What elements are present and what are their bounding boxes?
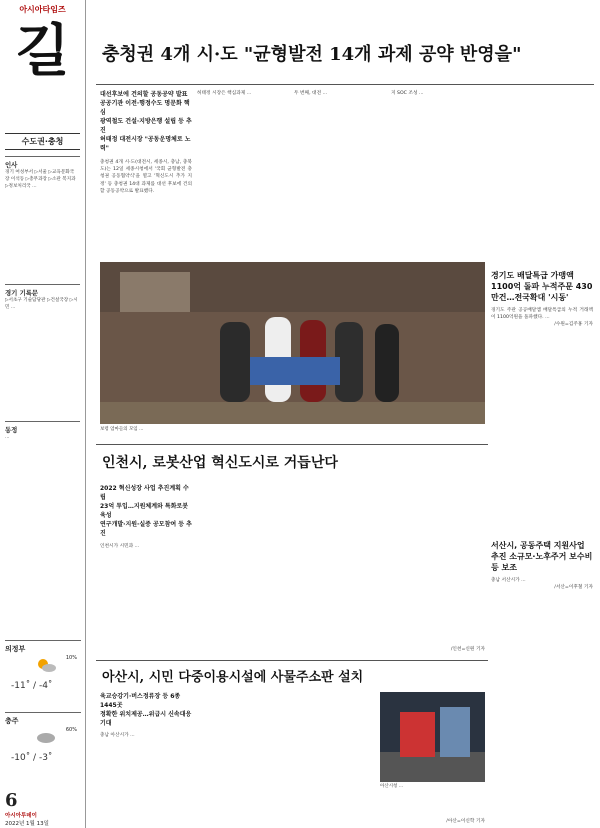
sidebar-block-title: 경기 기록문	[5, 284, 80, 297]
article1-subhead: 광역철도 건설·지방은행 설립 등 추진	[100, 118, 192, 134]
page-number: 6	[5, 790, 18, 811]
brief1-headline: 경기도 배달특급 가맹액 1100억 돌파 누적주문 430만건…전국확대 '시동'	[491, 271, 593, 302]
cloud-icon	[35, 729, 57, 745]
article2-headline: 인천시, 로봇산업 혁신도시로 거듭난다	[102, 455, 338, 471]
article1-photo-caption: 보령 엄마들의 모임 ...	[100, 427, 144, 432]
section-name: 수도권·충청	[5, 133, 80, 150]
page-footer	[5, 790, 81, 827]
article2-col1	[100, 484, 192, 550]
ceremony-photo	[100, 262, 485, 424]
brief2-byline: /서산=이후철 기자	[554, 585, 593, 591]
article1-col1	[100, 90, 192, 195]
article1-body: 충청권 4개 시·도(대전시, 세종시, 충남, 충북도)는 12일 세종시청에서 '국회 균형발전 충청권 공동협약식'을 열고 '혁신도시 추가 지정' 등 충청권 14대 과제를 대선 후보에 건의할 공동공약으로 발표했다.	[100, 160, 192, 194]
brief1-byline: /수원=김주홍 기자	[554, 322, 593, 328]
article1-subhead: 대선후보에 건의할 공동공약 발표	[100, 91, 188, 98]
right-brief1	[491, 270, 593, 327]
footer-date: 2022년 1월 13일	[5, 821, 49, 827]
weather-temp: -10˚ / -3˚	[11, 753, 53, 763]
article2-byline: /인천=신원 기자	[450, 647, 485, 652]
right-brief2	[491, 540, 593, 590]
sun-cloud-icon	[35, 657, 57, 673]
brief2-body: 충남 서산시가 ...	[491, 578, 526, 583]
sidebar-block-title: 인사	[5, 156, 80, 169]
weather-box	[5, 712, 81, 772]
sidebar-block-title: 동정	[5, 421, 80, 434]
article3-subhead: 정확한 위치제공…위급시 신속대응 기대	[100, 711, 192, 727]
article3-headline: 아산시, 시민 다중이용시설에 사물주소판 설치	[102, 670, 364, 685]
weather-city: 충주	[5, 717, 19, 725]
sidebar-block-text-fill	[5, 311, 80, 401]
headline-rule	[96, 84, 594, 85]
article1-headline: 충청권 4개 시·도 "균형발전 14개 과제 공약 반영을"	[102, 44, 522, 65]
article1-col2: 허태정 시장은 핵심과제 ...	[197, 91, 252, 96]
article1-photo	[100, 262, 485, 424]
weather-pct: 10%	[65, 655, 77, 661]
brief2-headline: 서산시, 공동주택 지원사업 추진 소규모·노후주거 보수비 등 보조	[491, 541, 593, 572]
article3-byline: /아산=이신학 기자	[446, 819, 485, 824]
article3-photo-caption: 아산시청 ...	[380, 784, 404, 789]
weather-temp: -11˚ / -4˚	[11, 681, 53, 691]
sidebar	[0, 0, 86, 828]
weather-pct: 60%	[65, 727, 77, 733]
bus-stop-photo	[380, 692, 485, 782]
brief1-body: 경기도 주관 공공배달앱 배달특급의 누적 거래액이 1100억원을 돌파했다. ...	[491, 308, 593, 321]
article3-subhead: 육교승강기·버스정류장 등 6종 1445곳	[100, 693, 181, 709]
article3-body: 충남 아산시가 ...	[100, 733, 135, 738]
brand-logo: 아시아타임즈	[19, 5, 66, 14]
footer-brand: 아시아투데이	[5, 813, 37, 819]
section-rule	[96, 444, 488, 445]
section-rule	[96, 660, 488, 661]
sidebar-block-text-fill	[5, 190, 80, 270]
article1-col3: 두 번째, 대전 ...	[294, 91, 328, 96]
article1-col4: 지 SOC 조성 ...	[391, 91, 424, 96]
article3-photo	[380, 692, 485, 782]
article2-subhead: 연구개발·지원·실증 공모참여 등 추진	[100, 521, 192, 537]
sidebar-block-text: ▷서초구 기술담당관 ▷건설국장 ▷시민 ...	[5, 298, 78, 310]
sidebar-block-text: 경기 여성부서 ▷서울 ▷교육문화국 장 이석동 ▷총무과장 ▷소관 복지과 ▷정보처리국 ...	[5, 170, 76, 189]
article1-subhead: 공공기관 이전·행정수도 명문화 핵심	[100, 100, 190, 116]
sidebar-block-text: ...	[5, 435, 10, 440]
weather-city: 의정부	[5, 645, 26, 653]
article2-subhead: 23억 투입…지원체계와 특화로봇 육성	[100, 503, 189, 519]
weather-box	[5, 640, 81, 700]
article3-col1	[100, 692, 192, 739]
article2-subhead: 2022 혁신성장 사업 추진계획 수립	[100, 485, 189, 501]
section-title-char: 길	[15, 18, 70, 84]
article1-subhead: 허태정 대전시장 "공동운명체로 노력"	[100, 136, 191, 152]
article2-body: 인천시가 시민과 ...	[100, 544, 140, 549]
